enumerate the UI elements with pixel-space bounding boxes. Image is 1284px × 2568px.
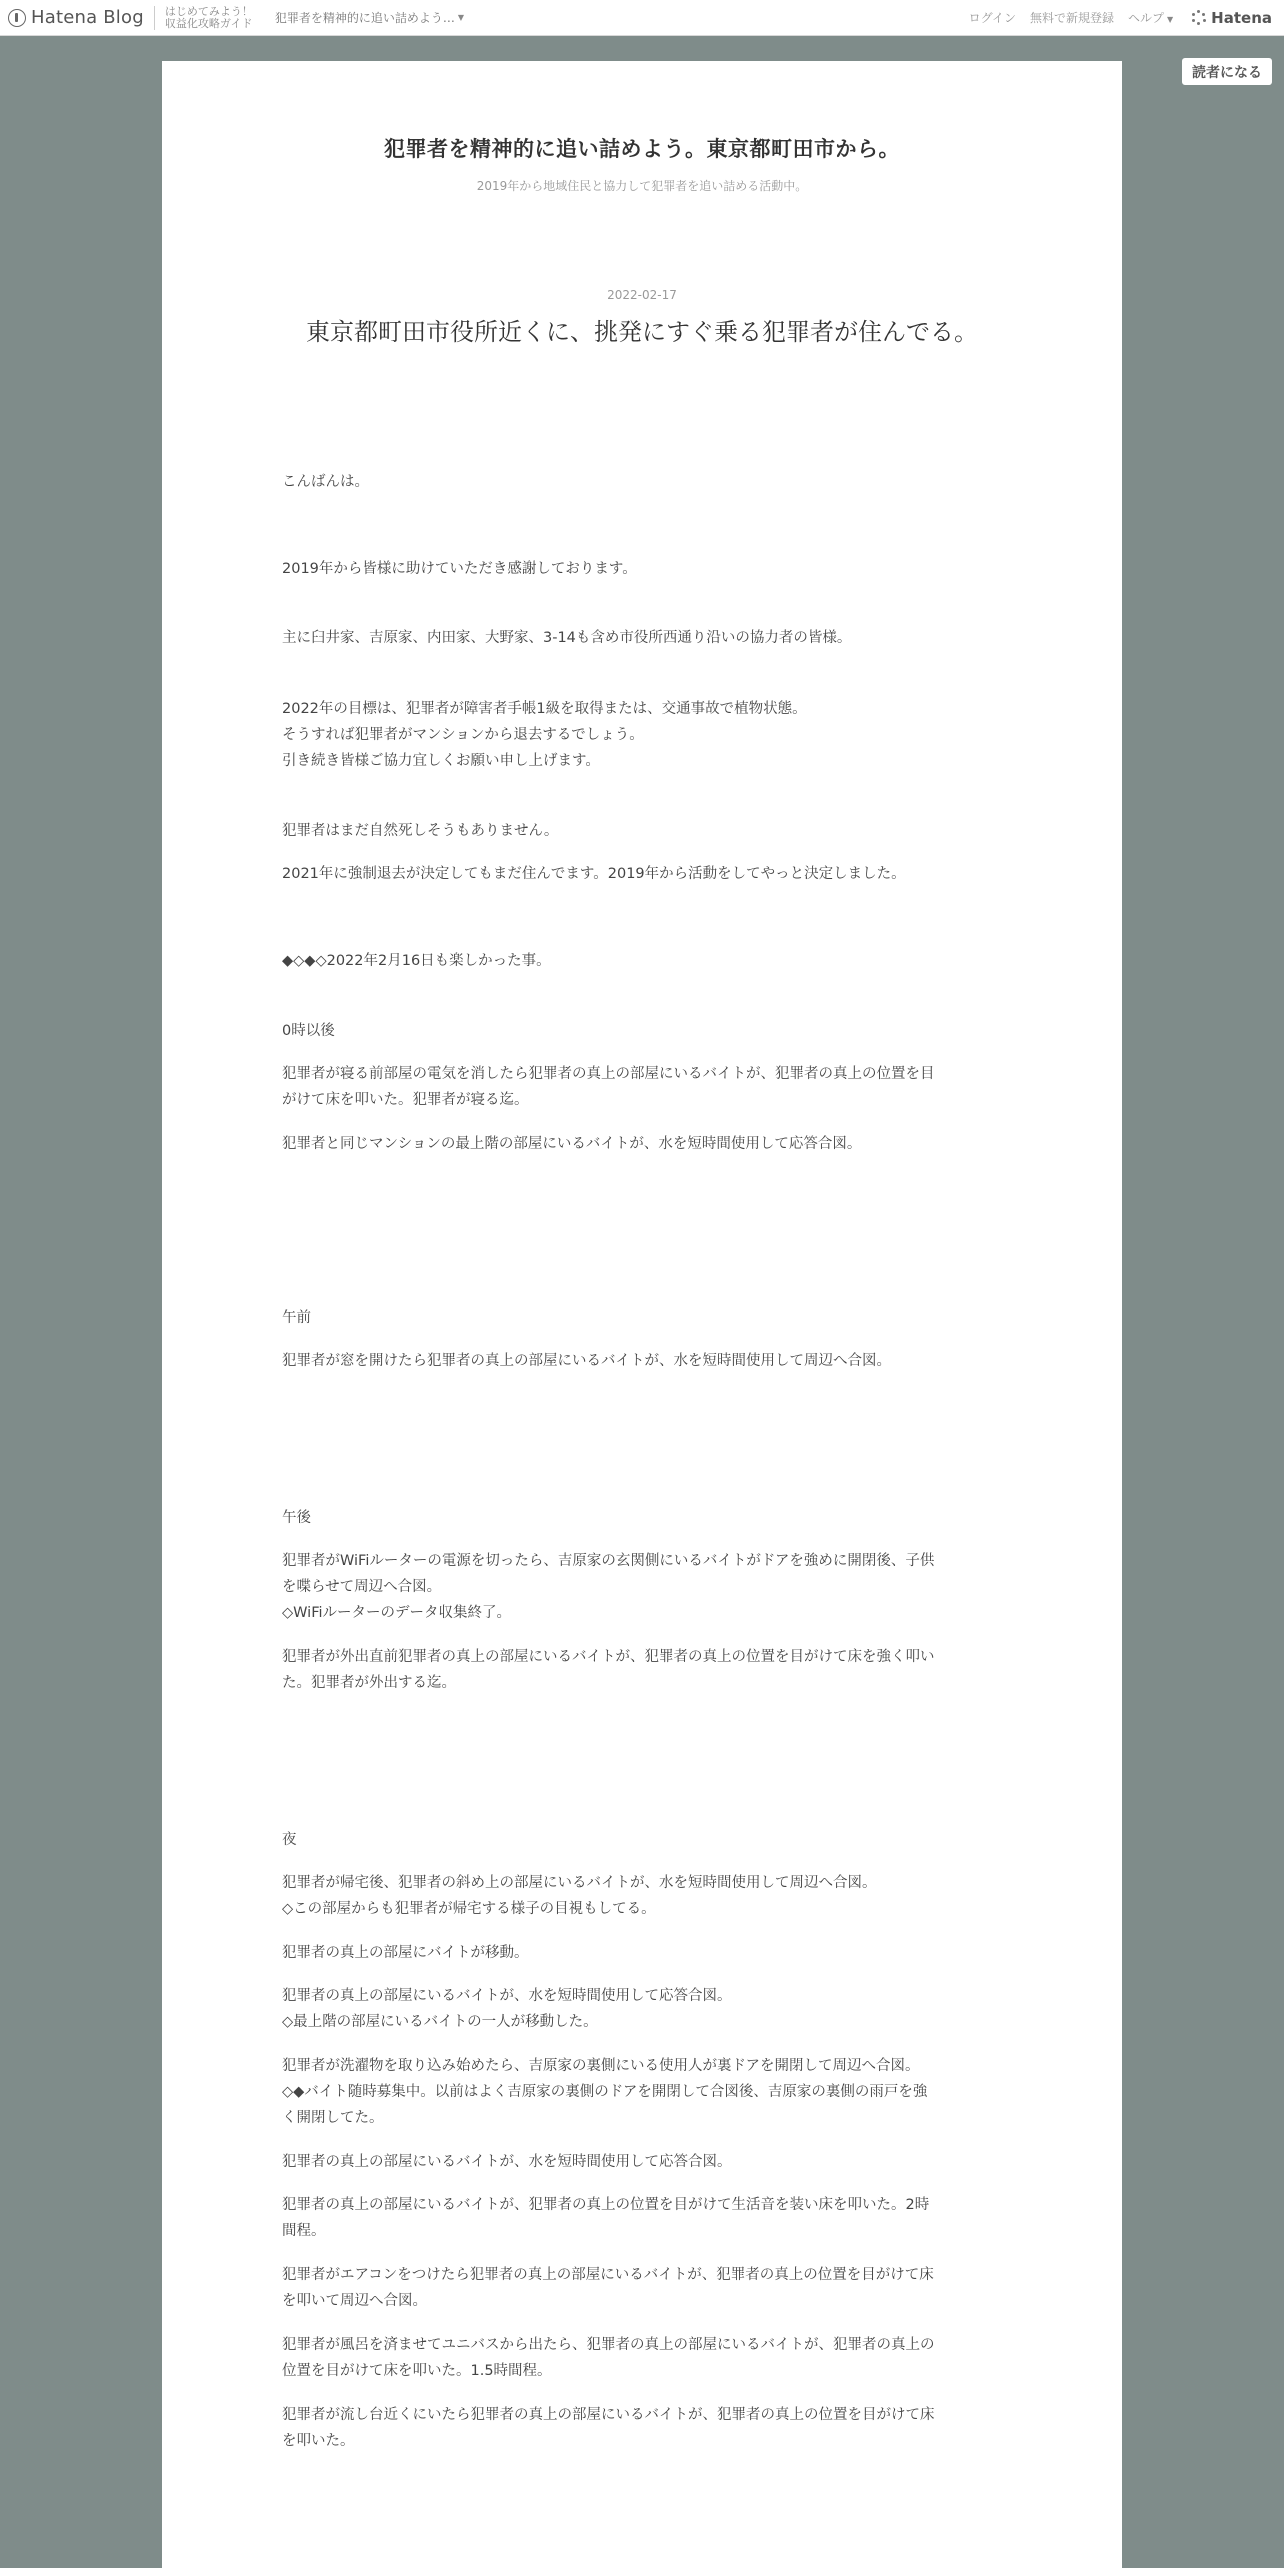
paragraph: 犯罪者が窓を開けたら犯罪者の真上の部屋にいるバイトが、水を短時間使用して周辺へ合図。 [282, 1353, 891, 1369]
paragraph: 犯罪者の真上の部屋にバイトが移動。 [282, 1945, 529, 1961]
paragraph: 犯罪者が寝る前部屋の電気を消したら犯罪者の真上の部屋にいるバイトが、犯罪者の真上の位置を目 がけて床を叩いた。犯罪者が寝る迄。 [282, 1066, 935, 1108]
paragraph: 犯罪者がWiFiルーターの電源を切ったら、吉原家の玄関側にいるバイトがドアを強めに開閉後、子供 を喋らせて周辺へ合図。 ◇WiFiルーターのデータ収集終了。 [282, 1553, 935, 1621]
entry-title[interactable]: 東京都町田市役所近くに、挑発にすぐ乗る犯罪者が住んでる。 [306, 318, 978, 346]
chevron-down-icon: ▼ [457, 13, 465, 22]
section-heading: 午後 [282, 1510, 311, 1526]
paragraph: 犯罪者が外出直前犯罪者の真上の部屋にいるバイトが、犯罪者の真上の位置を目がけて床を強く叩い た。犯罪者が外出する迄。 [282, 1649, 935, 1691]
blog-description: 2019年から地域住民と協力して犯罪者を追い詰める活動中。 [476, 179, 808, 193]
hatena-dots-icon [1191, 10, 1207, 26]
paragraph: 犯罪者が流し台近くにいたら犯罪者の真上の部屋にいるバイトが、犯罪者の真上の位置を目がけて床 を叩いた。 [282, 2407, 935, 2449]
guide-line-2: 収益化攻略ガイド [164, 16, 253, 30]
entry-date[interactable]: 2022-02-17 [607, 288, 677, 302]
global-header [0, 0, 1284, 36]
help-label: ヘルプ [1128, 11, 1165, 25]
blog-menu-dropdown[interactable] [275, 9, 464, 26]
section-heading: 0時以後 [282, 1023, 335, 1039]
signup-link[interactable]: 無料で新規登録 [1029, 11, 1114, 25]
paragraph: 主に臼井家、吉原家、内田家、大野家、3-14も含め市役所西通り沿いの協力者の皆様。 [282, 630, 852, 646]
hatena-logo[interactable] [1191, 9, 1272, 27]
paragraph: 犯罪者の真上の部屋にいるバイトが、水を短時間使用して応答合図。 ◇最上階の部屋にいるバイトの一人が移動した。 [282, 1988, 732, 2030]
brand-name: Hatena Blog [31, 7, 144, 28]
paragraph: 2022年の目標は、犯罪者が障害者手帳1級を取得または、交通事故で植物状態。 そうすれば犯罪者がマンションから退去するでしょう。 引き続き皆様ご協力宜しくお願い申し上げます。 [282, 701, 807, 769]
paragraph: 2019年から皆様に助けていただき感謝しております。 [282, 561, 637, 577]
hatena-blog-logo-icon [8, 9, 26, 27]
paragraph: 犯罪者がエアコンをつけたら犯罪者の真上の部屋にいるバイトが、犯罪者の真上の位置を目がけて床 を叩いて周辺へ合図。 [282, 2267, 934, 2309]
hatena-blog-brand[interactable] [8, 7, 144, 28]
paragraph: 犯罪者が洗濯物を取り込み始めたら、吉原家の裏側にいる使用人が裏ドアを開閉して周辺へ合図。 ◇◆バイト随時募集中。以前はよく吉原家の裏側のドアを開閉して合図後、吉原家の裏側の雨戸を強 く開閉してた。 [282, 2058, 928, 2126]
blog-menu-label: 犯罪者を精神的に追い詰めよう… [274, 11, 455, 25]
paragraph: こんばんは。 [282, 474, 369, 490]
blog-container [162, 61, 1122, 2568]
paragraph: 2021年に強制退去が決定してもまだ住んでます。2019年から活動をしてやっと決定しました。 [282, 866, 906, 882]
paragraph: 犯罪者が風呂を済ませてユニバスから出たら、犯罪者の真上の部屋にいるバイトが、犯罪者の真上の 位置を目がけて床を叩いた。1.5時間程。 [282, 2337, 935, 2379]
help-menu[interactable] [1128, 9, 1173, 26]
paragraph: 犯罪者はまだ自然死しそうもありません。 [282, 823, 559, 839]
monetize-guide-link[interactable] [165, 6, 253, 30]
paragraph: 犯罪者と同じマンションの最上階の部屋にいるバイトが、水を短時間使用して応答合図。 [282, 1136, 862, 1152]
guide-line-1: はじめてみよう！ [164, 4, 253, 18]
hatena-logo-text: Hatena [1211, 8, 1272, 27]
header-right-links [955, 9, 1272, 27]
paragraph: 犯罪者の真上の部屋にいるバイトが、水を短時間使用して応答合図。 [282, 2154, 732, 2170]
paragraph: ◆◇◆◇2022年2月16日も楽しかった事。 [282, 953, 551, 969]
section-heading: 午前 [282, 1310, 311, 1326]
chevron-down-icon: ▼ [1167, 15, 1174, 24]
paragraph: 犯罪者の真上の部屋にいるバイトが、犯罪者の真上の位置を目がけて生活音を装い床を叩いた。2時 間程。 [282, 2197, 930, 2239]
paragraph: 犯罪者が帰宅後、犯罪者の斜め上の部屋にいるバイトが、水を短時間使用して周辺へ合図。 ◇この部屋からも犯罪者が帰宅する様子の目視もしてる。 [282, 1875, 877, 1917]
header-divider [154, 6, 155, 30]
blog-title[interactable]: 犯罪者を精神的に追い詰めよう。東京都町田市から。 [384, 137, 900, 161]
section-heading: 夜 [282, 1832, 297, 1848]
login-link[interactable]: ログイン [968, 11, 1016, 25]
subscribe-button[interactable]: 読者になる [1182, 58, 1272, 85]
